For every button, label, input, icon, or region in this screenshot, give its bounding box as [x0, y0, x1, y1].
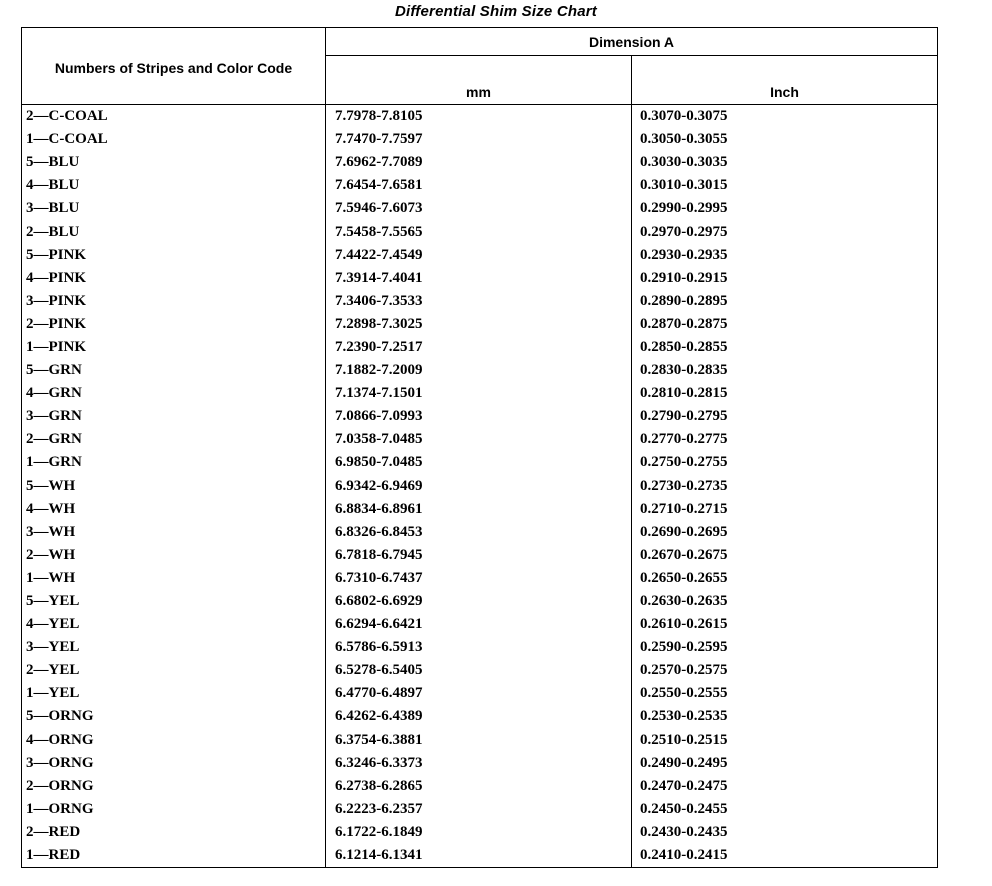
shim-size-table	[21, 27, 938, 868]
table-row	[22, 567, 938, 590]
table-row	[22, 244, 938, 267]
cell-mm: 6.1722-6.1849	[326, 821, 632, 844]
cell-inch: 0.2770-0.2775	[632, 428, 938, 451]
cell-inch: 0.2710-0.2715	[632, 498, 938, 521]
cell-inch: 0.2810-0.2815	[632, 382, 938, 405]
cell-inch: 0.2490-0.2495	[632, 752, 938, 775]
cell-code: 2—RED	[22, 821, 326, 844]
cell-inch: 0.2650-0.2655	[632, 567, 938, 590]
cell-inch: 0.2510-0.2515	[632, 729, 938, 752]
cell-mm: 7.1882-7.2009	[326, 359, 632, 382]
cell-inch: 0.2970-0.2975	[632, 220, 938, 243]
cell-inch: 0.2990-0.2995	[632, 197, 938, 220]
cell-code: 5—BLU	[22, 151, 326, 174]
cell-inch: 0.2750-0.2755	[632, 451, 938, 474]
cell-code: 5—ORNG	[22, 705, 326, 728]
cell-inch: 0.2610-0.2615	[632, 613, 938, 636]
table-row	[22, 405, 938, 428]
cell-code: 2—ORNG	[22, 775, 326, 798]
column-header-inch: Inch	[632, 56, 938, 105]
cell-inch: 0.2850-0.2855	[632, 336, 938, 359]
cell-inch: 0.2790-0.2795	[632, 405, 938, 428]
cell-code: 4—ORNG	[22, 729, 326, 752]
cell-code: 5—GRN	[22, 359, 326, 382]
table-row	[22, 544, 938, 567]
table-row	[22, 267, 938, 290]
table-row	[22, 336, 938, 359]
table-row	[22, 521, 938, 544]
cell-inch: 0.2450-0.2455	[632, 798, 938, 821]
cell-mm: 6.3246-6.3373	[326, 752, 632, 775]
cell-inch: 0.2630-0.2635	[632, 590, 938, 613]
cell-inch: 0.2550-0.2555	[632, 682, 938, 705]
cell-mm: 6.6802-6.6929	[326, 590, 632, 613]
cell-inch: 0.3070-0.3075	[632, 105, 938, 129]
cell-code: 1—RED	[22, 844, 326, 868]
cell-mm: 6.4770-6.4897	[326, 682, 632, 705]
cell-code: 2—WH	[22, 544, 326, 567]
cell-code: 1—C-COAL	[22, 128, 326, 151]
cell-inch: 0.2690-0.2695	[632, 521, 938, 544]
cell-code: 3—BLU	[22, 197, 326, 220]
cell-code: 3—YEL	[22, 636, 326, 659]
cell-code: 1—PINK	[22, 336, 326, 359]
column-header-code: Numbers of Stripes and Color Code	[22, 28, 326, 105]
cell-mm: 6.1214-6.1341	[326, 844, 632, 868]
table-row	[22, 498, 938, 521]
table-row	[22, 105, 938, 129]
cell-inch: 0.3010-0.3015	[632, 174, 938, 197]
cell-code: 2—YEL	[22, 659, 326, 682]
cell-mm: 7.2898-7.3025	[326, 313, 632, 336]
cell-inch: 0.2470-0.2475	[632, 775, 938, 798]
cell-mm: 7.6962-7.7089	[326, 151, 632, 174]
cell-mm: 6.8834-6.8961	[326, 498, 632, 521]
cell-mm: 7.0866-7.0993	[326, 405, 632, 428]
table-row	[22, 682, 938, 705]
table-row	[22, 382, 938, 405]
table-row	[22, 729, 938, 752]
cell-code: 3—PINK	[22, 290, 326, 313]
cell-code: 1—ORNG	[22, 798, 326, 821]
table-row	[22, 451, 938, 474]
cell-code: 4—PINK	[22, 267, 326, 290]
cell-mm: 7.1374-7.1501	[326, 382, 632, 405]
table-row	[22, 197, 938, 220]
cell-code: 4—BLU	[22, 174, 326, 197]
cell-inch: 0.2910-0.2915	[632, 267, 938, 290]
cell-inch: 0.2590-0.2595	[632, 636, 938, 659]
cell-mm: 7.3406-7.3533	[326, 290, 632, 313]
header-row-top	[22, 28, 938, 56]
table-row	[22, 752, 938, 775]
table-row	[22, 428, 938, 451]
cell-code: 5—WH	[22, 475, 326, 498]
table-row	[22, 220, 938, 243]
cell-mm: 7.3914-7.4041	[326, 267, 632, 290]
table-row	[22, 290, 938, 313]
cell-code: 4—WH	[22, 498, 326, 521]
cell-code: 3—GRN	[22, 405, 326, 428]
cell-mm: 7.4422-7.4549	[326, 244, 632, 267]
cell-mm: 6.9850-7.0485	[326, 451, 632, 474]
cell-mm: 7.0358-7.0485	[326, 428, 632, 451]
cell-code: 2—BLU	[22, 220, 326, 243]
table-row	[22, 174, 938, 197]
cell-mm: 7.6454-7.6581	[326, 174, 632, 197]
table-row	[22, 705, 938, 728]
table-row	[22, 475, 938, 498]
cell-inch: 0.2570-0.2575	[632, 659, 938, 682]
table-row	[22, 775, 938, 798]
cell-inch: 0.2530-0.2535	[632, 705, 938, 728]
cell-inch: 0.2870-0.2875	[632, 313, 938, 336]
cell-mm: 7.5458-7.5565	[326, 220, 632, 243]
cell-mm: 7.7470-7.7597	[326, 128, 632, 151]
chart-title: Differential Shim Size Chart	[394, 3, 598, 20]
cell-inch: 0.3030-0.3035	[632, 151, 938, 174]
cell-inch: 0.2430-0.2435	[632, 821, 938, 844]
column-header-dimension: Dimension A	[326, 28, 938, 56]
table-row	[22, 844, 938, 868]
cell-code: 1—YEL	[22, 682, 326, 705]
cell-code: 2—PINK	[22, 313, 326, 336]
cell-inch: 0.2830-0.2835	[632, 359, 938, 382]
cell-mm: 6.4262-6.4389	[326, 705, 632, 728]
cell-mm: 7.5946-7.6073	[326, 197, 632, 220]
table-row	[22, 151, 938, 174]
cell-code: 4—GRN	[22, 382, 326, 405]
table-row	[22, 659, 938, 682]
cell-mm: 6.8326-6.8453	[326, 521, 632, 544]
cell-code: 5—PINK	[22, 244, 326, 267]
cell-inch: 0.2730-0.2735	[632, 475, 938, 498]
cell-code: 1—GRN	[22, 451, 326, 474]
table-header	[22, 28, 938, 105]
table-row	[22, 636, 938, 659]
cell-mm: 6.5786-6.5913	[326, 636, 632, 659]
cell-code: 2—C-COAL	[22, 105, 326, 129]
cell-inch: 0.2410-0.2415	[632, 844, 938, 868]
cell-mm: 6.6294-6.6421	[326, 613, 632, 636]
cell-mm: 6.7818-6.7945	[326, 544, 632, 567]
cell-inch: 0.2930-0.2935	[632, 244, 938, 267]
cell-code: 4—YEL	[22, 613, 326, 636]
table-row	[22, 313, 938, 336]
cell-mm: 6.2738-6.2865	[326, 775, 632, 798]
table-row	[22, 590, 938, 613]
cell-inch: 0.3050-0.3055	[632, 128, 938, 151]
cell-mm: 6.9342-6.9469	[326, 475, 632, 498]
cell-inch: 0.2670-0.2675	[632, 544, 938, 567]
cell-mm: 6.3754-6.3881	[326, 729, 632, 752]
cell-code: 1—WH	[22, 567, 326, 590]
cell-inch: 0.2890-0.2895	[632, 290, 938, 313]
cell-mm: 6.7310-6.7437	[326, 567, 632, 590]
cell-code: 3—ORNG	[22, 752, 326, 775]
table-row	[22, 128, 938, 151]
cell-mm: 7.2390-7.2517	[326, 336, 632, 359]
table-body	[22, 105, 938, 868]
table-row	[22, 798, 938, 821]
cell-mm: 6.5278-6.5405	[326, 659, 632, 682]
cell-code: 3—WH	[22, 521, 326, 544]
cell-code: 2—GRN	[22, 428, 326, 451]
cell-code: 5—YEL	[22, 590, 326, 613]
table-row	[22, 359, 938, 382]
column-header-mm: mm	[326, 56, 632, 105]
table-row	[22, 613, 938, 636]
table-row	[22, 821, 938, 844]
cell-mm: 7.7978-7.8105	[326, 105, 632, 129]
cell-mm: 6.2223-6.2357	[326, 798, 632, 821]
